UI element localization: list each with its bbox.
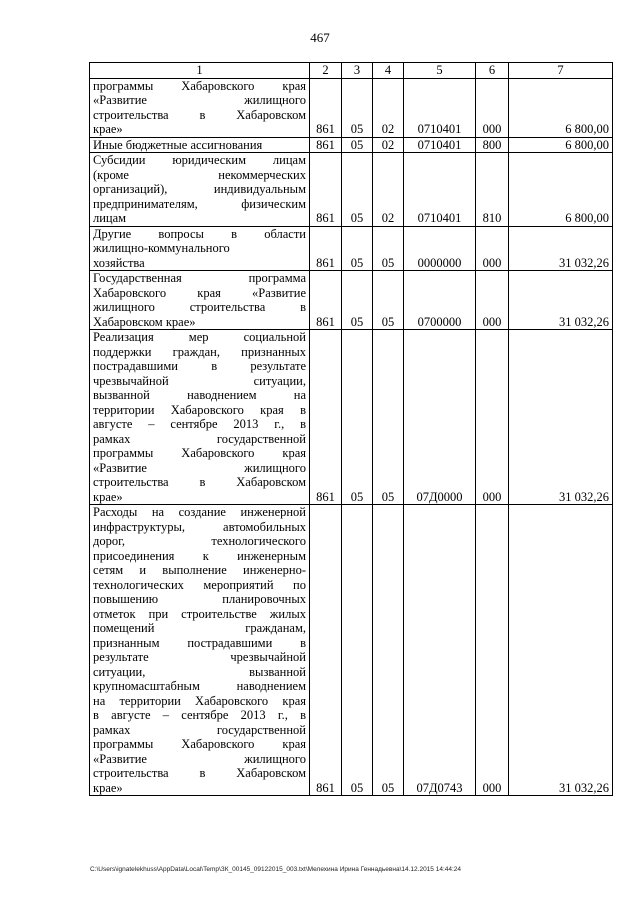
header-cell: 4 xyxy=(373,63,404,79)
subsection-code-cell: 05 xyxy=(373,271,404,330)
subsection-code-cell: 02 xyxy=(373,137,404,153)
description-line: крае» xyxy=(93,122,123,136)
description-line: повышению планировочных xyxy=(93,592,306,606)
description-line: жилищно-коммунального xyxy=(93,241,230,255)
description-line: Хабаровского края «Развитие xyxy=(93,285,306,300)
target-item-cell: 0710401 xyxy=(404,153,476,227)
description-line: строительства в Хабаровском xyxy=(93,475,306,489)
description-line: Государственная программа xyxy=(93,271,306,285)
section-code-cell: 05 xyxy=(342,330,373,505)
description-line: лицам xyxy=(93,211,127,225)
expense-type-cell: 000 xyxy=(476,330,509,505)
amount-cell: 31 032,26 xyxy=(509,505,613,796)
amount-cell: 31 032,26 xyxy=(509,330,613,505)
description-line: в августе – сентябре 2013 г., в xyxy=(93,708,306,722)
header-row xyxy=(90,63,613,79)
target-item-cell: 0000000 xyxy=(404,226,476,271)
target-item-cell: 0710401 xyxy=(404,78,476,137)
description-line: ситуации, вызванной xyxy=(93,664,306,679)
description-line: вызванной наводнением на xyxy=(93,388,306,402)
table-row xyxy=(90,153,613,227)
header-cell: 2 xyxy=(310,63,342,79)
expense-type-cell: 810 xyxy=(476,153,509,227)
ministry-code-cell: 861 xyxy=(310,153,342,227)
expense-type-cell: 000 xyxy=(476,226,509,271)
description-line: организаций), индивидуальным xyxy=(93,182,306,196)
expense-type-cell: 000 xyxy=(476,505,509,796)
target-item-cell: 0710401 xyxy=(404,137,476,153)
description-line: чрезвычайной ситуации, xyxy=(93,373,306,388)
header-cell: 7 xyxy=(509,63,613,79)
description-line: рамках государственной xyxy=(93,722,306,737)
table-row xyxy=(90,78,613,137)
amount-cell: 6 800,00 xyxy=(509,78,613,137)
section-code-cell: 05 xyxy=(342,78,373,137)
section-code-cell: 05 xyxy=(342,137,373,153)
ministry-code-cell: 861 xyxy=(310,271,342,330)
description-line: Реализация мер социальной xyxy=(93,330,306,344)
description-line: августе – сентябре 2013 г., в xyxy=(93,417,306,431)
row-description xyxy=(90,78,310,137)
description-line: рамках государственной xyxy=(93,431,306,446)
header-cell: 6 xyxy=(476,63,509,79)
description-line: предпринимателям, физическим xyxy=(93,196,306,211)
row-description xyxy=(90,505,310,796)
description-line: программы Хабаровского края xyxy=(93,737,306,751)
description-line: Расходы на создание инженерной xyxy=(93,505,306,519)
amount-cell: 6 800,00 xyxy=(509,153,613,227)
budget-table xyxy=(89,62,613,796)
description-line: технологических мероприятий по xyxy=(93,577,306,592)
description-line: территории Хабаровского края в xyxy=(93,402,306,417)
section-code-cell: 05 xyxy=(342,271,373,330)
header-cell: 3 xyxy=(342,63,373,79)
description-line: программы Хабаровского края xyxy=(93,78,306,93)
description-line: Хабаровском крае» xyxy=(93,314,196,329)
subsection-code-cell: 05 xyxy=(373,330,404,505)
row-description xyxy=(90,271,310,330)
row-description xyxy=(90,226,310,271)
row-description xyxy=(90,330,310,505)
row-description xyxy=(90,137,310,153)
description-line: строительства в Хабаровском xyxy=(93,766,306,780)
description-line: программы Хабаровского края xyxy=(93,446,306,460)
description-line: сетям и выполнение инженерно- xyxy=(93,563,306,577)
expense-type-cell: 800 xyxy=(476,137,509,153)
header-cell: 5 xyxy=(404,63,476,79)
description-line: жилищного строительства в xyxy=(93,300,306,314)
row-description xyxy=(90,153,310,227)
description-line: отметок при строительстве жилых xyxy=(93,606,306,621)
table-row xyxy=(90,330,613,505)
amount-cell: 31 032,26 xyxy=(509,271,613,330)
description-line: на территории Хабаровского края xyxy=(93,693,306,708)
expense-type-cell: 000 xyxy=(476,271,509,330)
ministry-code-cell: 861 xyxy=(310,505,342,796)
file-path-footer: C:\Users\ignatelekhuss\AppData\Local\Temp\ЗК_00145_09122015_003.txt\Мелехина Ирина Геннадьевна\14.12.2015 14:44:24 xyxy=(90,866,462,873)
description-line: дорог, технологического xyxy=(93,534,306,548)
description-line: Субсидии юридическим лицам xyxy=(93,153,306,167)
table-row xyxy=(90,505,613,796)
target-item-cell: 07Д0000 xyxy=(404,330,476,505)
description-line: «Развитие жилищного xyxy=(93,460,306,475)
ministry-code-cell: 861 xyxy=(310,137,342,153)
subsection-code-cell: 05 xyxy=(373,505,404,796)
subsection-code-cell: 02 xyxy=(373,153,404,227)
ministry-code-cell: 861 xyxy=(310,226,342,271)
expense-type-cell: 000 xyxy=(476,78,509,137)
description-line: крае» xyxy=(93,489,123,504)
target-item-cell: 07Д0743 xyxy=(404,505,476,796)
description-line: результате чрезвычайной xyxy=(93,650,306,664)
ministry-code-cell: 861 xyxy=(310,78,342,137)
amount-cell: 6 800,00 xyxy=(509,137,613,153)
header-cell: 1 xyxy=(90,63,310,79)
target-item-cell: 0700000 xyxy=(404,271,476,330)
description-line: поддержки граждан, признанных xyxy=(93,344,306,359)
description-line: (кроме некоммерческих xyxy=(93,167,306,182)
description-line: Другие вопросы в области xyxy=(93,226,306,241)
description-line: крае» xyxy=(93,780,123,795)
table-row xyxy=(90,226,613,271)
section-code-cell: 05 xyxy=(342,226,373,271)
table-row xyxy=(90,271,613,330)
description-line: помещений гражданам, xyxy=(93,621,306,635)
description-line: крупномасштабным наводнением xyxy=(93,679,306,693)
description-line: признанным пострадавшими в xyxy=(93,635,306,650)
description-line: строительства в Хабаровском xyxy=(93,107,306,122)
ministry-code-cell: 861 xyxy=(310,330,342,505)
description-line: инфраструктуры, автомобильных xyxy=(93,519,306,534)
section-code-cell: 05 xyxy=(342,153,373,227)
description-line: «Развитие жилищного xyxy=(93,93,306,107)
section-code-cell: 05 xyxy=(342,505,373,796)
description-line: Иные бюджетные ассигнования xyxy=(93,137,263,152)
page-number: 467 xyxy=(310,30,330,45)
subsection-code-cell: 02 xyxy=(373,78,404,137)
description-line: «Развитие жилищного xyxy=(93,751,306,766)
amount-cell: 31 032,26 xyxy=(509,226,613,271)
description-line: хозяйства xyxy=(93,255,145,270)
table-row xyxy=(90,137,613,153)
subsection-code-cell: 05 xyxy=(373,226,404,271)
description-line: пострадавшими в результате xyxy=(93,359,306,373)
description-line: присоединения к инженерным xyxy=(93,548,306,563)
